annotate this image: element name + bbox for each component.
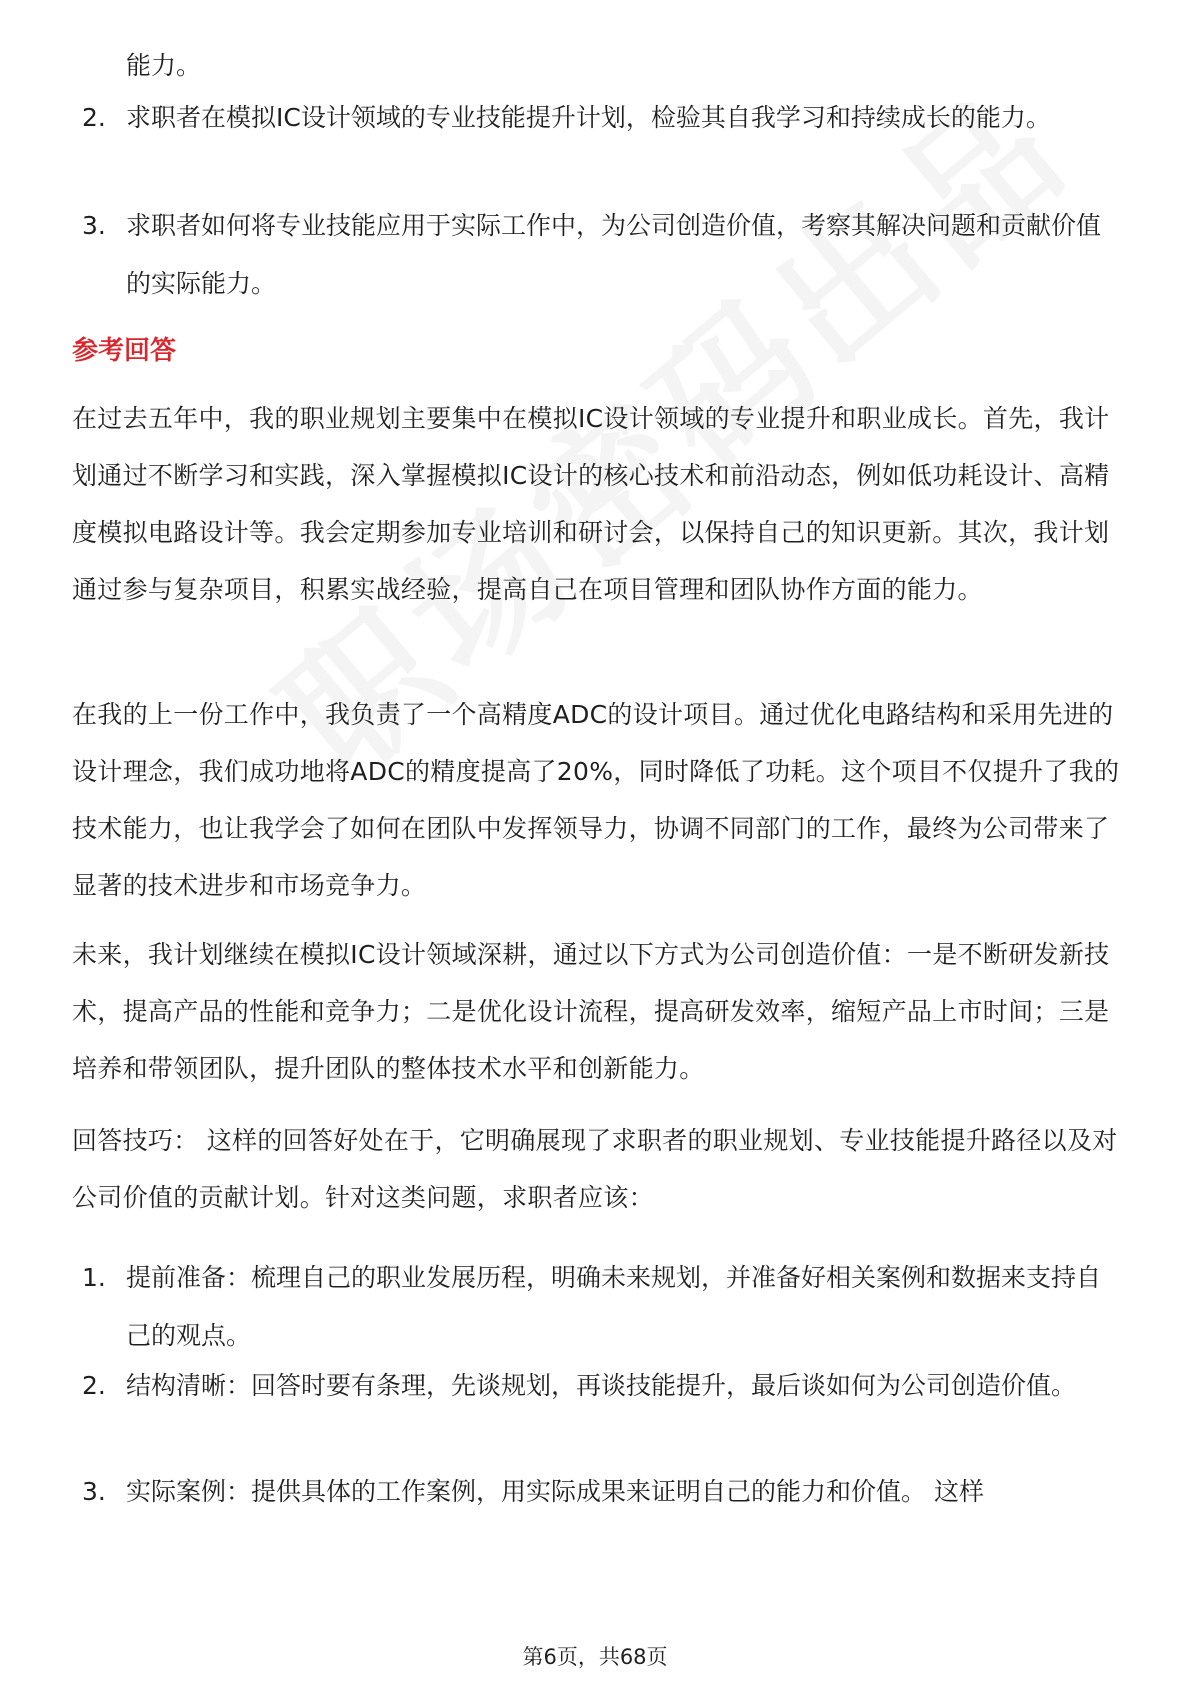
list-number: 1. [82, 1263, 106, 1292]
list-number: 2. [82, 1371, 106, 1400]
list-number: 2. [82, 103, 106, 132]
tips-intro [72, 1112, 1122, 1226]
list-text: 求职者如何将专业技能应用于实际工作中，为公司创造价值，考察其解决问题和贡献价值的实际能力。 [126, 211, 1102, 298]
list-number: 3. [82, 1477, 106, 1506]
answer-paragraph [72, 390, 1122, 618]
tip-item [82, 1357, 1122, 1415]
answer-paragraph [72, 686, 1122, 914]
paragraph-text: 在过去五年中，我的职业规划主要集中在模拟IC设计领域的专业提升和职业成长。首先，我计划通过不断学习和实践，深入掌握模拟IC设计的核心技术和前沿动态，例如低功耗设计、高精度模拟电路设计等。我会定期参加专业培训和研讨会，以保持自己的知识更新。其次，我计划通过参与复杂项目，积累实战经验，提高自己在项目管理和团队协作方面的能力。 [72, 404, 1110, 604]
list-number: 3. [82, 211, 106, 240]
paragraph-text: 回答技巧： 这样的回答好处在于，它明确展现了求职者的职业规划、专业技能提升路径以及对公司价值的贡献计划。针对这类问题，求职者应该： [72, 1126, 1118, 1212]
paragraph-text: 在我的上一份工作中，我负责了一个高精度ADC的设计项目。通过优化电路结构和采用先进的设计理念，我们成功地将ADC的精度提高了20%，同时降低了功耗。这个项目不仅提升了我的技术能力，也让我学会了如何在团队中发挥领导力，协调不同部门的工作，最终为公司带来了显著的技术进步和市场竞争力。 [72, 700, 1120, 900]
tip-item [82, 1249, 1122, 1365]
continuation-text: 能力。 [126, 51, 202, 80]
list-text: 提前准备：梳理自己的职业发展历程，明确未来规划，并准备好相关案例和数据来支持自己的观点。 [126, 1263, 1102, 1350]
tip-item [82, 1463, 1122, 1521]
paragraph-text: 未来，我计划继续在模拟IC设计领域深耕，通过以下方式为公司创造价值：一是不断研发新技术，提高产品的性能和竞争力；二是优化设计流程，提高研发效率，缩短产品上市时间；三是培养和带领团队，提升团队的整体技术水平和创新能力。 [72, 940, 1110, 1083]
list-text: 实际案例：提供具体的工作案例，用实际成果来证明自己的能力和价值。 这样 [126, 1477, 984, 1506]
answer-paragraph [72, 926, 1122, 1097]
question-item [82, 197, 1122, 313]
list-text: 求职者在模拟IC设计领域的专业技能提升计划，检验其自我学习和持续成长的能力。 [126, 103, 1051, 132]
page-number: 第6页，共68页 [522, 1645, 668, 1669]
list-text: 结构清晰：回答时要有条理，先谈规划，再谈技能提升，最后谈如何为公司创造价值。 [126, 1371, 1077, 1400]
answer-heading: 参考回答 [72, 336, 177, 366]
question-item [82, 89, 1122, 147]
